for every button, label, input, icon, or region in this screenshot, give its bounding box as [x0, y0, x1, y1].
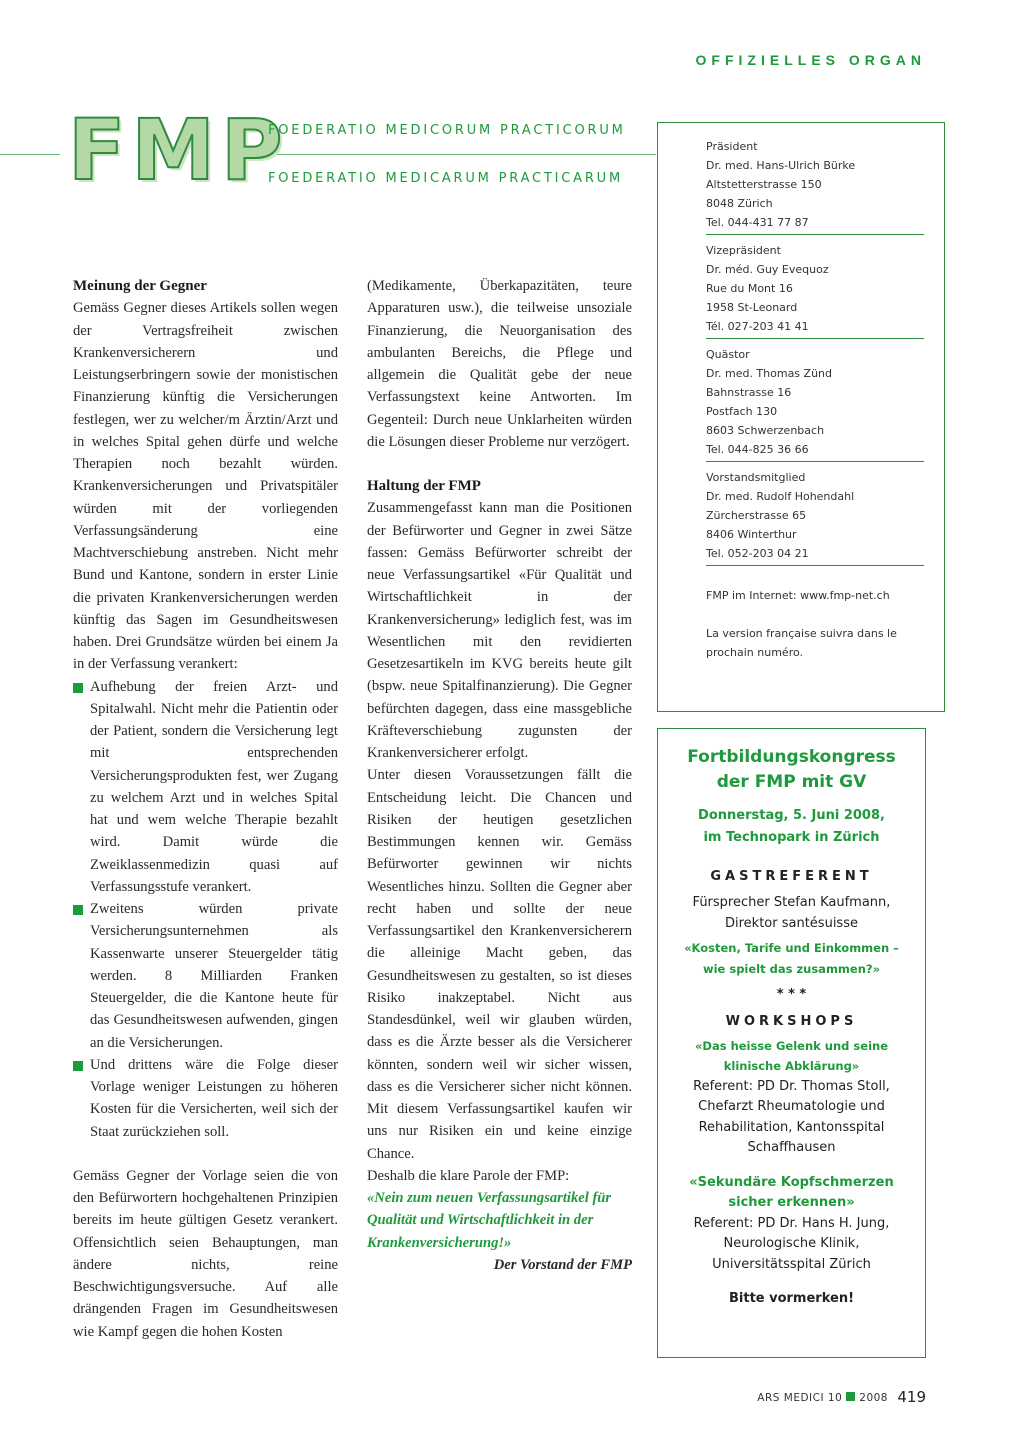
guest-speaker-role: Direktor santésuisse — [725, 915, 858, 931]
event-date: Donnerstag, 5. Juni 2008, — [698, 808, 885, 823]
contact-line: Altstetterstrasse 150 — [706, 178, 822, 191]
heading-opponents: Meinung der Gegner — [73, 278, 207, 294]
workshop-2-speaker: Neurologische Klinik, — [723, 1236, 860, 1251]
contact-line: Dr. med. Hans-Ulrich Bürke — [706, 159, 856, 172]
heading-fmp-position: Haltung der FMP — [367, 478, 481, 494]
contact-line: Postfach 130 — [706, 405, 778, 418]
guest-topic: «Kosten, Tarife und Einkommen – — [684, 941, 899, 955]
event-title: Fortbildungskongress — [687, 747, 896, 767]
guest-speaker-caption: GASTREFERENT — [710, 869, 873, 884]
latin-name-1: FOEDERATIO MEDICORUM PRACTICORUM — [268, 123, 626, 138]
contact-line: Dr. med. Rudolf Hohendahl — [706, 490, 855, 503]
congress-announcement-box — [657, 728, 926, 1358]
contact-treasurer — [706, 345, 924, 462]
paragraph: (Medikamente, Überkapazitäten, teure Apparaturen usw.), die teilweise unsoziale Finanzierung, die Neuorganisation des ambulanten Bereichs, die Pflege und allgemein die Qualität gebe der neue Verfassungstext keine Antworten. Im Gegenteil: Durch neue Unklarheiten würden die Lösungen dieser Probleme nur verzögert. — [367, 278, 632, 450]
paragraph: Gemäss Gegner der Vorlage seien die von den Befürwortern hochgehaltenen Prinzipien bereits im heute gültigen Gesetz verankert. Offensichtlich seien Behauptungen, man ändere nichts, reine Beschwichtigungsversuche. Auf alle drängenden Fragen im Gesundheitswesen wie Kampf gegen die hohen Kosten — [73, 1167, 338, 1340]
signature: Der Vorstand der FMP — [493, 1256, 632, 1273]
paragraph: Deshalb die klare Parole der FMP: — [367, 1167, 570, 1184]
event-location: im Technopark in Zürich — [703, 830, 880, 845]
guest-speaker-name: Fürsprecher Stefan Kaufmann, — [692, 895, 891, 910]
bullet-item: Und drittens wäre die Folge dieser Vorlage weniger Leistungen zu höheren Kosten für die Versicherten, weil sich der Staat zurückziehen soll. — [73, 1054, 338, 1143]
contact-line: Dr. med. Thomas Zünd — [706, 367, 833, 380]
contact-line: Rue du Mont 16 — [706, 282, 793, 295]
journal-name: ARS MEDICI 10 — [757, 1392, 843, 1404]
contact-board-member — [706, 468, 924, 566]
bullet-item: Aufhebung der freien Arzt- und Spitalwahl. Nicht mehr die Patientin oder der Patient, sondern die Versicherung legt mit entsprechenden Versicherungsprodukten fest, wer Zugang zu welchem Arzt und in welches Spital hat und wem welche Therapie bezahlt wird. Damit würde die Zweiklassenmedizin quasi auf Verfassungsstufe verankert. — [73, 676, 338, 899]
section-label: OFFIZIELLES ORGAN — [695, 52, 926, 68]
paragraph: Zusammengefasst kann man die Positionen der Befürworter und Gegner in zwei Sätze fassen: Gemäss Befürworter schreibt der neue Verfassungsartikel «Für Qualität und Wirtschaftlichkeit in der Krankenversicherung» lediglich fest, was im Wesentlichen mit den revidierten Gesetzesartikeln im KVG bereits heute gilt (bspw. neue Spitalfinanzierung). Die Gegner befürchten dagegen, dass eine massgebliche Kräfteverschiebung zugunsten der Krankenversicherer erfolgt. — [367, 500, 632, 761]
role-label: Präsident — [706, 140, 758, 153]
contact-line: 8603 Schwerzenbach — [706, 424, 825, 437]
reminder-note: Bitte vormerken! — [728, 1291, 855, 1306]
event-title: der FMP mit GV — [716, 772, 867, 792]
role-label: Vizepräsident — [706, 244, 781, 257]
latin-name-2: FOEDERATIO MEDICARUM PRACTICARUM — [268, 171, 624, 186]
french-note: La version française suivra dans le — [706, 627, 897, 640]
internet-link[interactable]: FMP im Internet: www.fmp-net.ch — [706, 589, 890, 602]
paragraph: Unter diesen Voraussetzungen fällt die Entscheidung leicht. Die Chancen und Risiken der heutigen gesetzlichen Bestimmungen kennen wir. Gemäss Befürworter gewinnen wir nichts Wesentliches hinzu. Sollten die Gegner aber recht haben und sollte der neue Verfassungsartikel den Krankenversicherern die alleinige Macht geben, das Gesundheitswesen zu gestalten, so ist dieses Risiko inakzeptabel. Nicht aus Standesdünkel, weil wir glauben würden, dass es die Ärzte besser als die Versicherer könnten, sondern weil wir sicher wissen, dass es die Versicherer sicher nicht können. Mit diesem Verfassungsartikel kaufen wir uns nur Risiken ein und keine einzige Chance. — [367, 767, 632, 1162]
page-number: 419 — [897, 1388, 926, 1406]
workshop-1-title: klinische Abklärung» — [723, 1059, 860, 1073]
contact-vice-president — [706, 241, 924, 339]
contact-line: Tél. 027-203 41 41 — [706, 320, 809, 333]
contact-line: 8406 Winterthur — [706, 528, 797, 541]
article-column-1 — [73, 275, 338, 1343]
role-label: Vorstandsmitglied — [706, 471, 806, 484]
workshop-1-title: «Das heisse Gelenk und seine — [694, 1038, 888, 1053]
board-contacts-box — [657, 122, 945, 712]
guest-topic: wie spielt das zusammen?» — [702, 961, 880, 976]
page-footer — [757, 1392, 888, 1404]
contact-line: 1958 St-Leonard — [706, 301, 798, 314]
contact-line: Zürcherstrasse 65 — [706, 509, 807, 522]
square-bullet-icon — [846, 1392, 855, 1401]
bullet-item: Zweitens würden private Versicherungsunternehmen als Kassenwarte unserer Steuergelder tätig werden. 8 Milliarden Franken Steuergelder, die die Kantone heute für das Gesundheitswesen aufwenden, gingen an die Versicherungen. — [73, 898, 338, 1054]
contact-line: Tel. 044-825 36 66 — [706, 443, 809, 456]
separator-stars: * * * — [776, 987, 807, 1002]
role-label: Quästor — [706, 348, 750, 361]
fmp-logo: FMP — [68, 101, 289, 199]
logo-rule-left — [0, 154, 60, 155]
journal-year: 2008 — [859, 1392, 888, 1404]
workshop-2-speaker: Referent: PD Dr. Hans H. Jung, — [693, 1215, 890, 1231]
workshop-1-speaker: Schaffhausen — [747, 1140, 836, 1155]
contact-president — [706, 137, 924, 235]
workshop-1-speaker: Rehabilitation, Kantonsspital — [698, 1119, 885, 1135]
workshop-2-title: sicher erkennen» — [728, 1195, 855, 1210]
fmp-slogan: «Nein zum neuen Verfassungsartikel für Qualität und Wirtschaftlichkeit in der Krankenversicherung!» — [367, 1190, 612, 1251]
contact-line: Bahnstrasse 16 — [706, 386, 792, 399]
workshop-1-speaker: Referent: PD Dr. Thomas Stoll, — [693, 1078, 890, 1094]
paragraph: Gemäss Gegner dieses Artikels sollen wegen der Vertragsfreiheit zwischen Krankenversicherern und Leistungserbringern sowie der monistischen Finanzierung künftig die Versicherungen festlegen, wer zu welcher/m Ärztin/Arzt und in welches Spital gehen dürfe und welche Therapien noch bezahlt würden. Krankenversicherungen und Privatspitäler würden mit der vorliegenden Verfassungsänderung eine Machtverschiebung anstreben. Nicht mehr Bund und Kantone, sondern in erster Linie die privaten Krankenversicherungen werden künftig das Sagen im Gesundheitswesen haben. Drei Grundsätze würden bei einem Ja in der Verfassung verankert: — [73, 300, 338, 673]
contact-line: 8048 Zürich — [706, 197, 773, 210]
workshops-caption: WORKSHOPS — [725, 1013, 858, 1029]
workshop-2-speaker: Universitätsspital Zürich — [712, 1256, 871, 1272]
workshop-2-title: «Sekundäre Kopfschmerzen — [689, 1174, 894, 1190]
french-note: prochain numéro. — [706, 646, 804, 659]
contact-line: Dr. méd. Guy Evequoz — [706, 263, 829, 276]
contact-line: Tel. 052-203 04 21 — [706, 547, 809, 560]
article-column-2 — [367, 275, 632, 1276]
contact-line: Tel. 044-431 77 87 — [706, 216, 809, 229]
logo-rule-right — [258, 154, 656, 155]
workshop-1-speaker: Chefarzt Rheumatologie und — [698, 1099, 885, 1114]
